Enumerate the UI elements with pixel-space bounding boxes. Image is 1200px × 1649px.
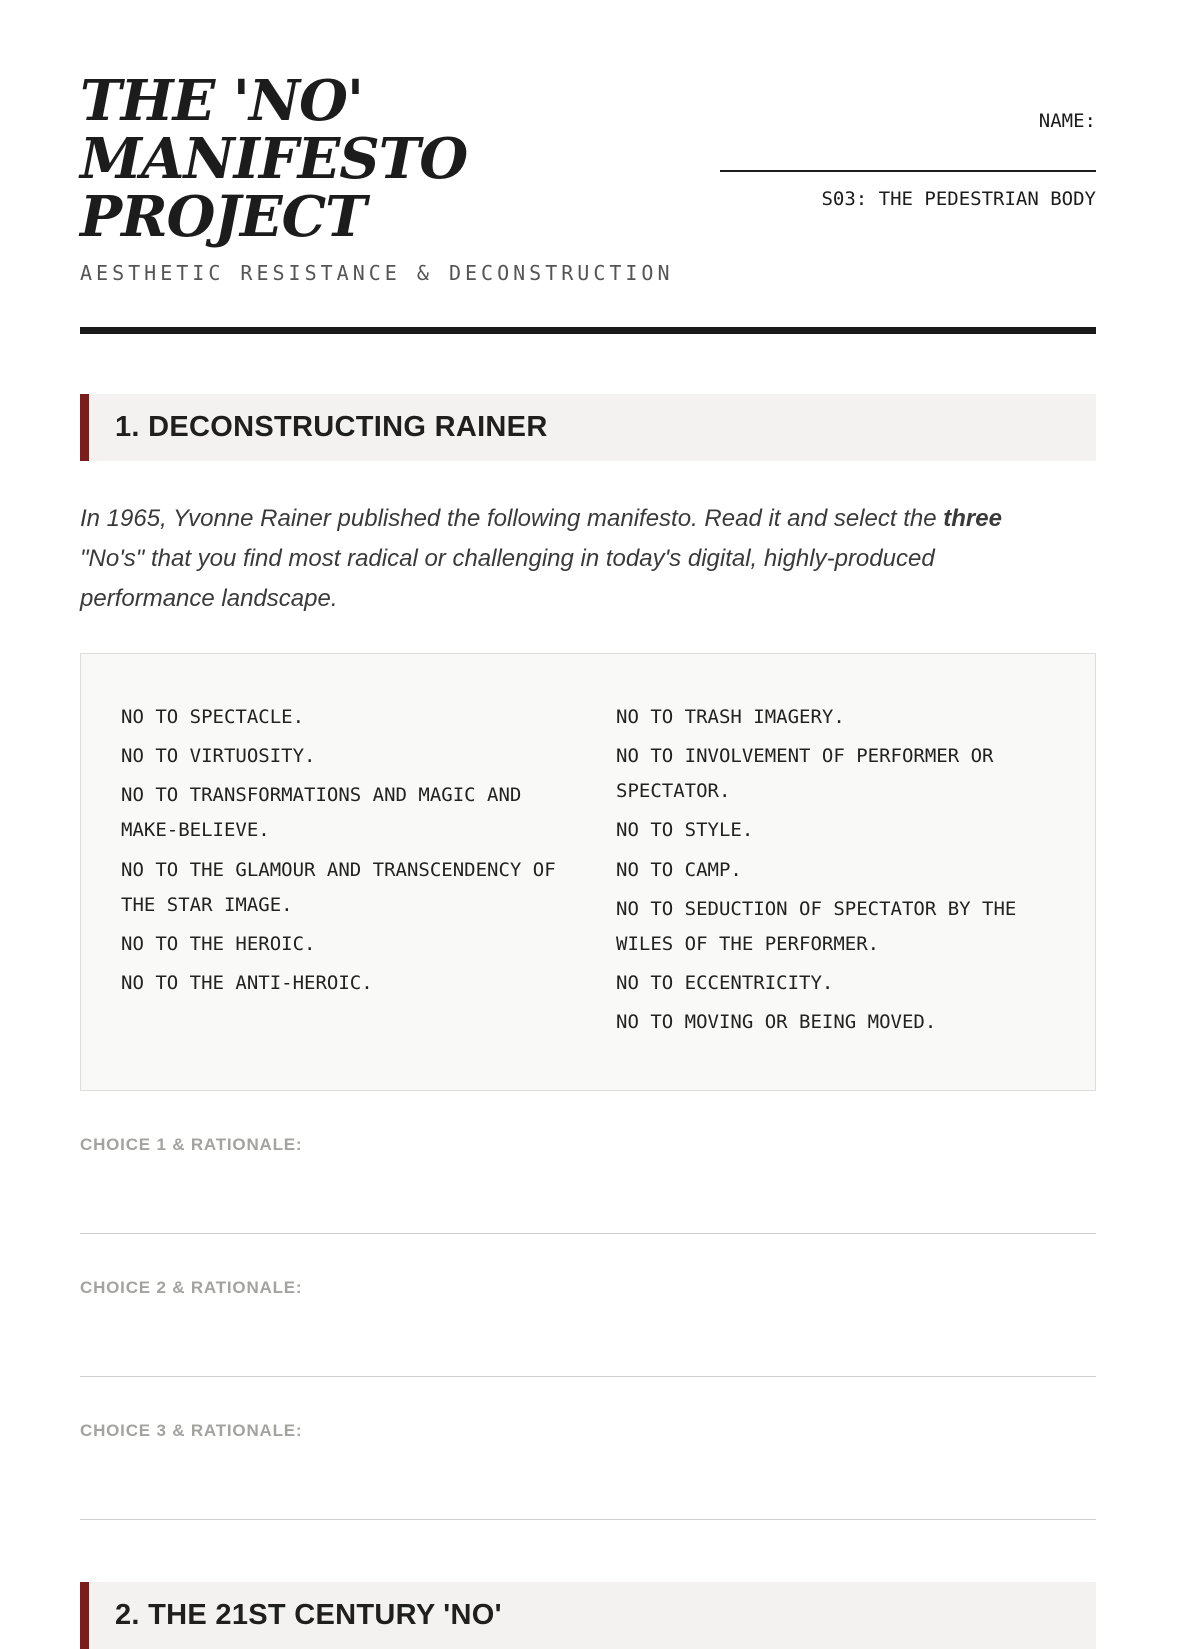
choice-2-block [80, 1278, 1096, 1377]
name-write-in-line [720, 170, 1096, 172]
page-title-line1: THE 'NO' MANIFESTO [80, 68, 468, 193]
session-label: S03: THE PEDESTRIAN BODY [821, 188, 1096, 210]
section-2-heading: 2. THE 21ST CENTURY 'NO' [80, 1582, 1096, 1649]
page-title [80, 68, 720, 251]
name-block [720, 110, 1096, 210]
title-block [80, 68, 720, 285]
page-subtitle: AESTHETIC RESISTANCE & DECONSTRUCTION [80, 260, 674, 285]
intro-text-pre: In 1965, Yvonne Rainer published the following manifesto. Read it and select the [80, 504, 944, 532]
manifesto-item: NO TO THE ANTI-HEROIC. [121, 971, 373, 994]
header [80, 68, 1096, 285]
manifesto-column-right [616, 700, 1055, 1044]
choice-3-label: CHOICE 3 & RATIONALE: [80, 1421, 303, 1441]
manifesto-item: NO TO CAMP. [616, 858, 742, 881]
section-1-heading: 1. DECONSTRUCTING RAINER [80, 394, 1096, 461]
manifesto-item: NO TO THE HEROIC. [121, 932, 316, 955]
intro-text-bold: three [943, 504, 1002, 532]
choice-1-label: CHOICE 1 & RATIONALE: [80, 1135, 303, 1155]
manifesto-column-left [121, 700, 560, 1044]
page-title-line2: PROJECT [80, 184, 366, 251]
manifesto-item: NO TO SEDUCTION OF SPECTATOR BY THE WILES OF THE PERFORMER. [616, 897, 1017, 955]
manifesto-item: NO TO VIRTUOSITY. [121, 745, 316, 768]
manifesto-item: NO TO TRASH IMAGERY. [616, 705, 845, 728]
header-divider [80, 327, 1096, 334]
manifesto-item: NO TO INVOLVEMENT OF PERFORMER OR SPECTATOR. [616, 745, 994, 803]
manifesto-box [80, 653, 1096, 1091]
manifesto-item: NO TO MOVING OR BEING MOVED. [616, 1011, 937, 1034]
section-1-intro [80, 499, 1060, 619]
manifesto-item: NO TO SPECTACLE. [121, 705, 305, 728]
manifesto-item: NO TO STYLE. [616, 819, 754, 842]
manifesto-item: NO TO THE GLAMOUR AND TRANSCENDENCY OF THE STAR IMAGE. [121, 858, 556, 916]
choice-1-block [80, 1135, 1096, 1234]
choice-3-block [80, 1421, 1096, 1520]
worksheet-page [80, 0, 1096, 1649]
manifesto-item: NO TO TRANSFORMATIONS AND MAGIC AND MAKE-BELIEVE. [121, 784, 522, 842]
name-label: NAME: [1038, 110, 1096, 132]
choice-2-label: CHOICE 2 & RATIONALE: [80, 1278, 303, 1298]
manifesto-item: NO TO ECCENTRICITY. [616, 971, 834, 994]
intro-text-post: "No's" that you find most radical or challenging in today's digital, highly-produced performance landscape. [80, 544, 935, 612]
